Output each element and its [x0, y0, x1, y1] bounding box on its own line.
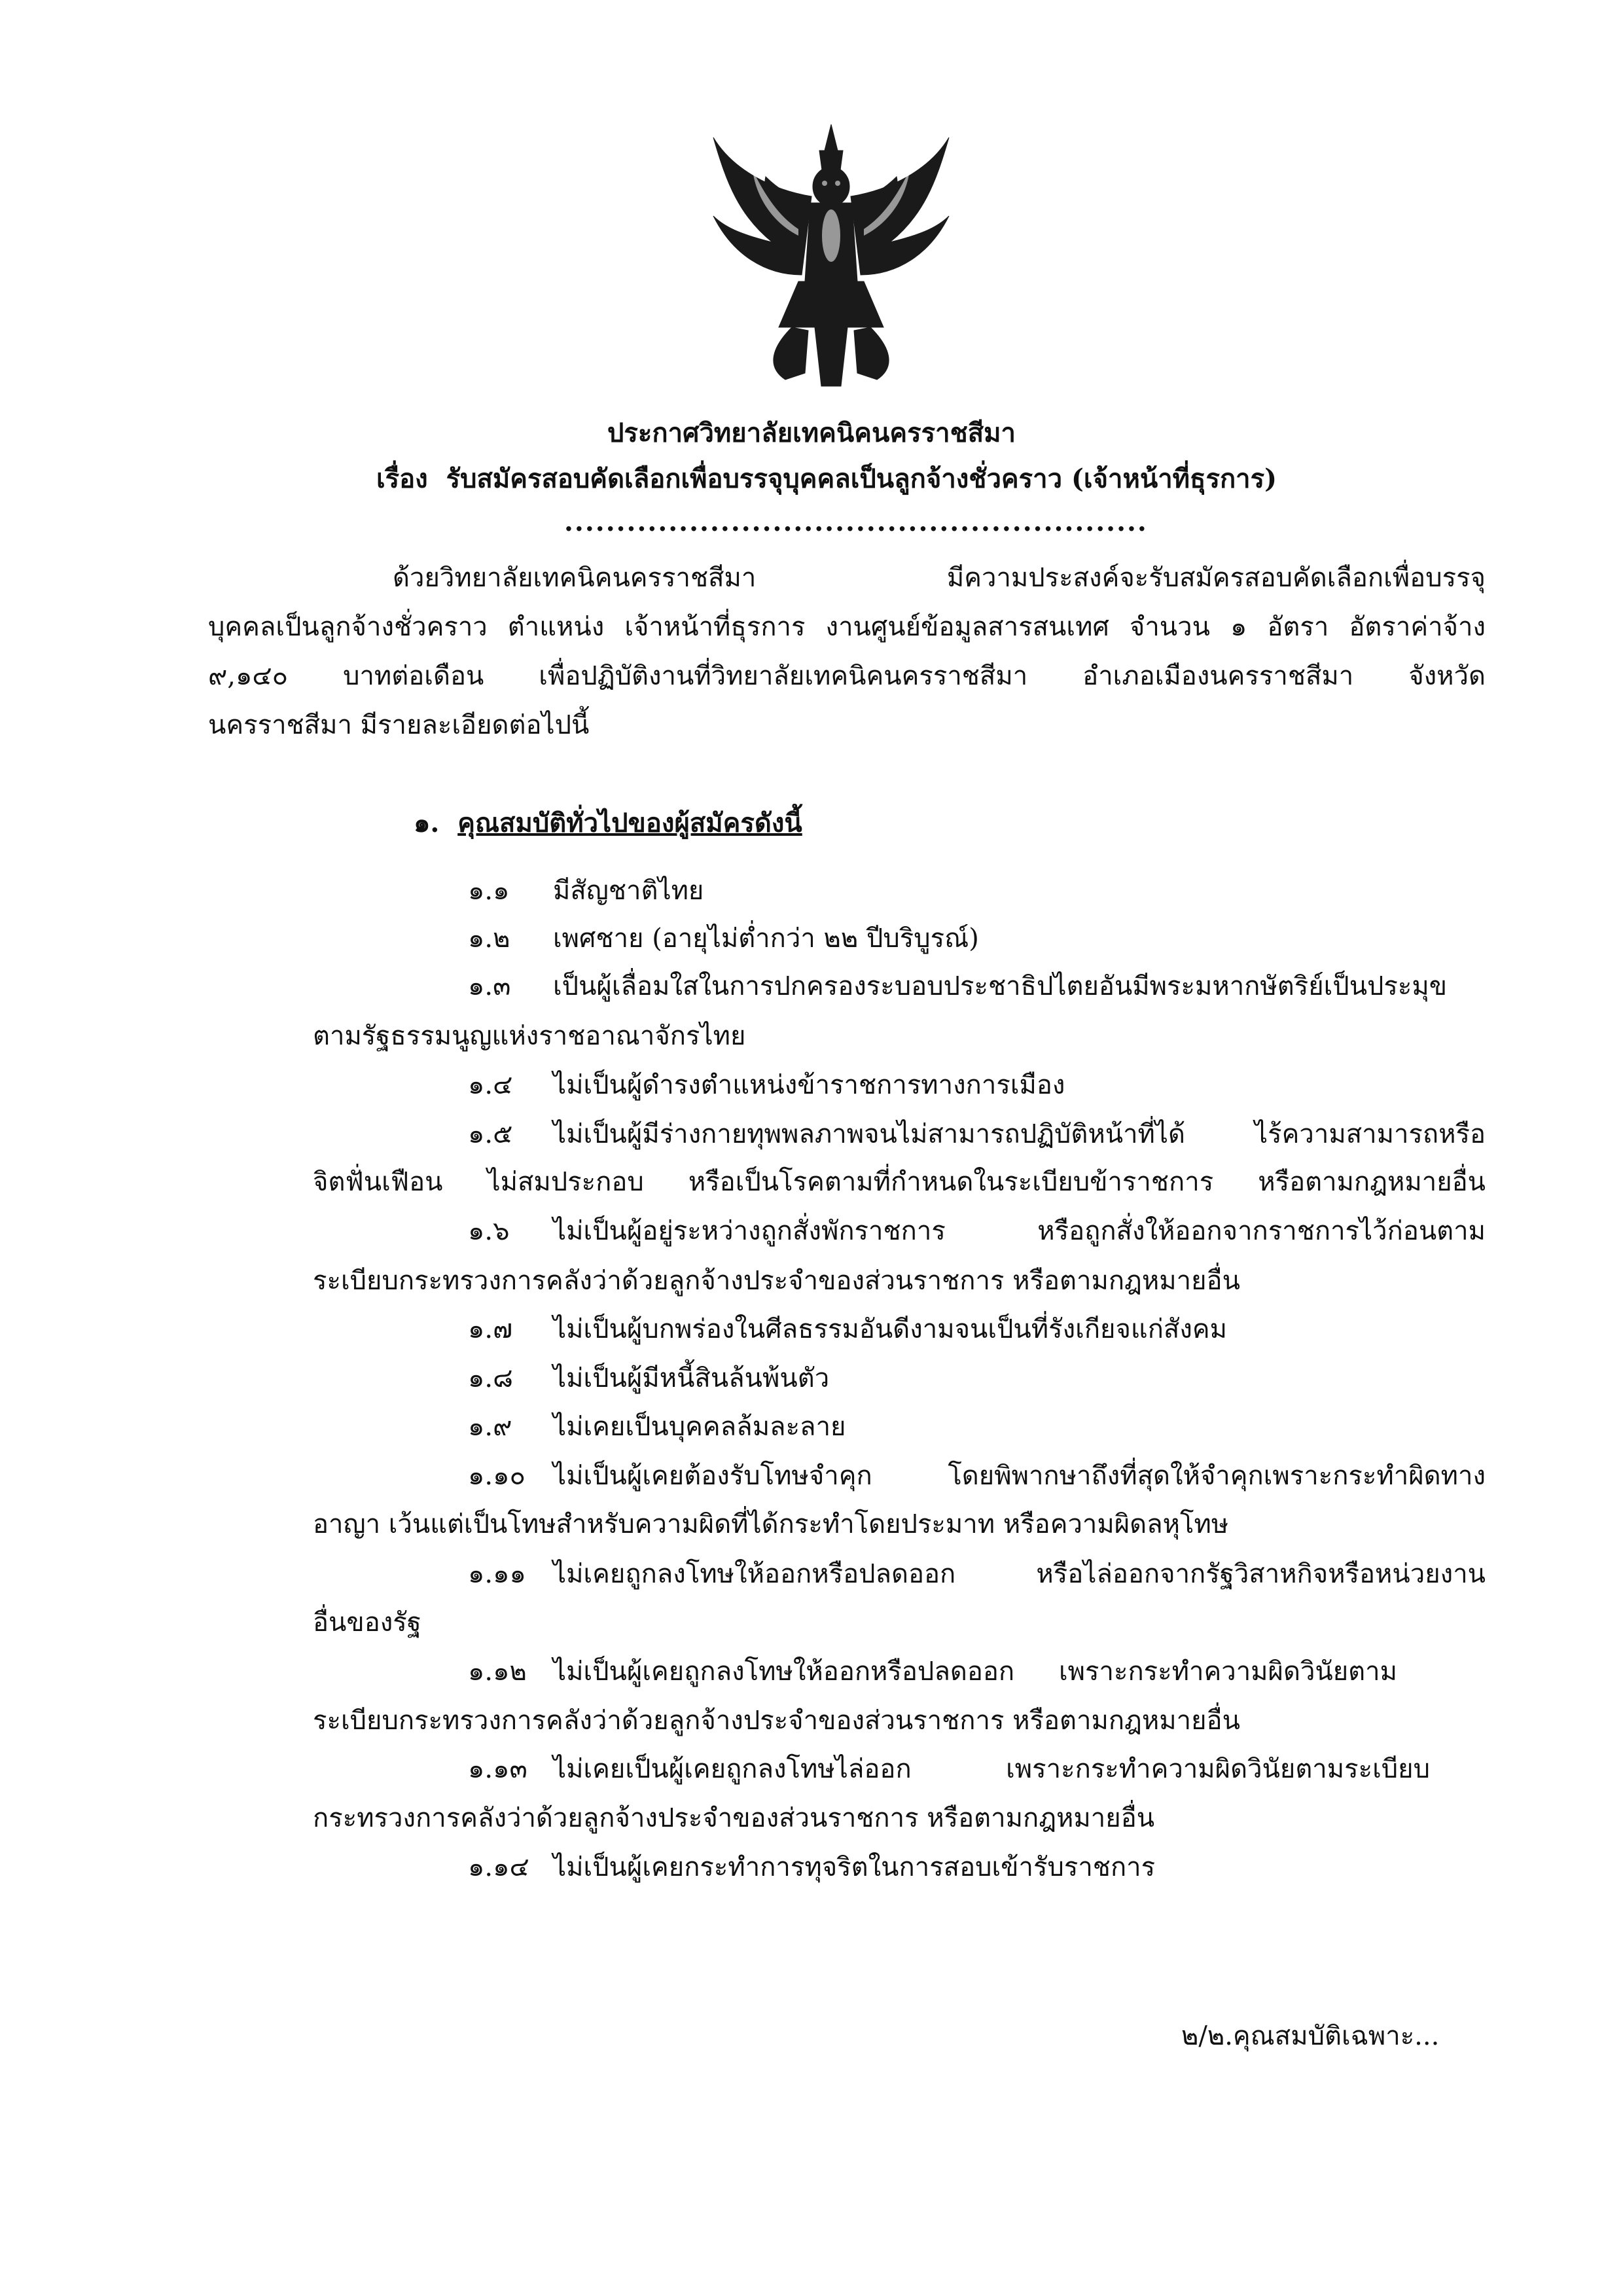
list-item: ๑.๓ เป็นผู้เลื่อมใสในการปกครองระบอบประชาธิปไตยอันมีพระมหากษัตริย์เป็นประมุข [468, 971, 1448, 1001]
section-1-title: คุณสมบัติทั่วไปของผู้สมัครดังนี้ [457, 808, 802, 838]
list-item: ๑.๕ ไม่เป็นผู้มีร่างกายทุพพลภาพจนไม่สามารถปฏิบัติหน้าที่ได้ ไร้ความสามารถหรือ [468, 1119, 1486, 1149]
list-item: ๑.๑๒ ไม่เป็นผู้เคยถูกลงโทษให้ออกหรือปลดออก เพราะกระทำความผิดวินัยตาม [468, 1657, 1397, 1687]
list-item: ๑.๗ ไม่เป็นผู้บกพร่องในศีลธรรมอันดีงามจนเป็นที่รังเกียจแก่สังคม [468, 1314, 1227, 1344]
intro-line-4: นครราชสีมา มีรายละเอียดต่อไปนี้ [208, 710, 590, 740]
list-item-continuation: ระเบียบกระทรวงการคลังว่าด้วยลูกจ้างประจำของส่วนราชการ หรือตามกฎหมายอื่น [313, 1706, 1240, 1736]
list-item-continuation: ตามรัฐธรรมนูญแห่งราชอาณาจักรไทย [313, 1021, 746, 1051]
list-item: ๑.๑๔ ไม่เป็นผู้เคยกระทำการทุจริตในการสอบเข้ารับราชการ [468, 1852, 1156, 1882]
document-subject [376, 461, 1277, 497]
section-1-number: ๑. [414, 808, 440, 838]
list-item: ๑.๘ ไม่เป็นผู้มีหนี้สินล้นพ้นตัว [468, 1363, 830, 1393]
list-item: ๑.๑๐ ไม่เป็นผู้เคยต้องรับโทษจำคุก โดยพิพากษาถึงที่สุดให้จำคุกเพราะกระทำผิดทาง [468, 1461, 1486, 1491]
intro-line-1: ด้วยวิทยาลัยเทคนิคนครราชสีมา มีความประสงค์จะรับสมัครสอบคัดเลือกเพื่อบรรจุ [393, 563, 1486, 593]
section-1-heading [414, 805, 802, 842]
garuda-emblem-icon [694, 111, 969, 399]
title-separator: ........................................................ [564, 507, 1148, 537]
list-item: ๑.๖ ไม่เป็นผู้อยู่ระหว่างถูกสั่งพักราชการ หรือถูกสั่งให้ออกจากราชการไว้ก่อนตาม [468, 1216, 1486, 1246]
intro-line-2: บุคคลเป็นลูกจ้างชั่วคราว ตำแหน่ง เจ้าหน้าที่ธุรการ งานศูนย์ข้อมูลสารสนเทศ จำนวน ๑ อัตรา อัตราค่าจ้าง [208, 612, 1486, 642]
list-item: ๑.๑๓ ไม่เคยเป็นผู้เคยถูกลงโทษไล่ออก เพราะกระทำความผิดวินัยตามระเบียบ [468, 1754, 1430, 1784]
subject-text: รับสมัครสอบคัดเลือกเพื่อบรรจุบุคคลเป็นลูกจ้างชั่วคราว (เจ้าหน้าที่ธุรการ) [446, 463, 1277, 494]
subject-label: เรื่อง [376, 463, 428, 494]
list-item: ๑.๒ เพศชาย (อายุไม่ต่ำกว่า ๒๒ ปีบริบูรณ์) [468, 924, 979, 954]
next-page-reference: ๒/๒.คุณสมบัติเฉพาะ... [1181, 2021, 1440, 2051]
list-item: ๑.๔ ไม่เป็นผู้ดำรงตำแหน่งข้าราชการทางการเมือง [468, 1070, 1065, 1100]
list-item: ๑.๙ ไม่เคยเป็นบุคคลล้มละลาย [468, 1412, 846, 1442]
list-item-continuation: จิตฟั่นเฟือน ไม่สมประกอบ หรือเป็นโรคตามที่กำหนดในระเบียบข้าราชการ หรือตามกฎหมายอื่น [313, 1167, 1486, 1197]
list-item-continuation: อื่นของรัฐ [313, 1607, 421, 1638]
list-item: ๑.๑๑ ไม่เคยถูกลงโทษให้ออกหรือปลดออก หรือไล่ออกจากรัฐวิสาหกิจหรือหน่วยงาน [468, 1559, 1486, 1589]
list-item: ๑.๑ มีสัญชาติไทย [468, 876, 704, 906]
list-item-continuation: ระเบียบกระทรวงการคลังว่าด้วยลูกจ้างประจำของส่วนราชการ หรือตามกฎหมายอื่น [313, 1266, 1240, 1296]
document-title: ประกาศวิทยาลัยเทคนิคนครราชสีมา [607, 418, 1016, 448]
list-item-continuation: กระทรวงการคลังว่าด้วยลูกจ้างประจำของส่วนราชการ หรือตามกฎหมายอื่น [313, 1803, 1155, 1833]
intro-line-3: ๙,๑๔๐ บาทต่อเดือน เพื่อปฏิบัติงานที่วิทยาลัยเทคนิคนครราชสีมา อำเภอเมืองนครราชสีมา จังหวัด [208, 661, 1486, 691]
list-item-continuation: อาญา เว้นแต่เป็นโทษสำหรับความผิดที่ได้กระทำโดยประมาท หรือความผิดลหุโทษ [313, 1509, 1229, 1539]
